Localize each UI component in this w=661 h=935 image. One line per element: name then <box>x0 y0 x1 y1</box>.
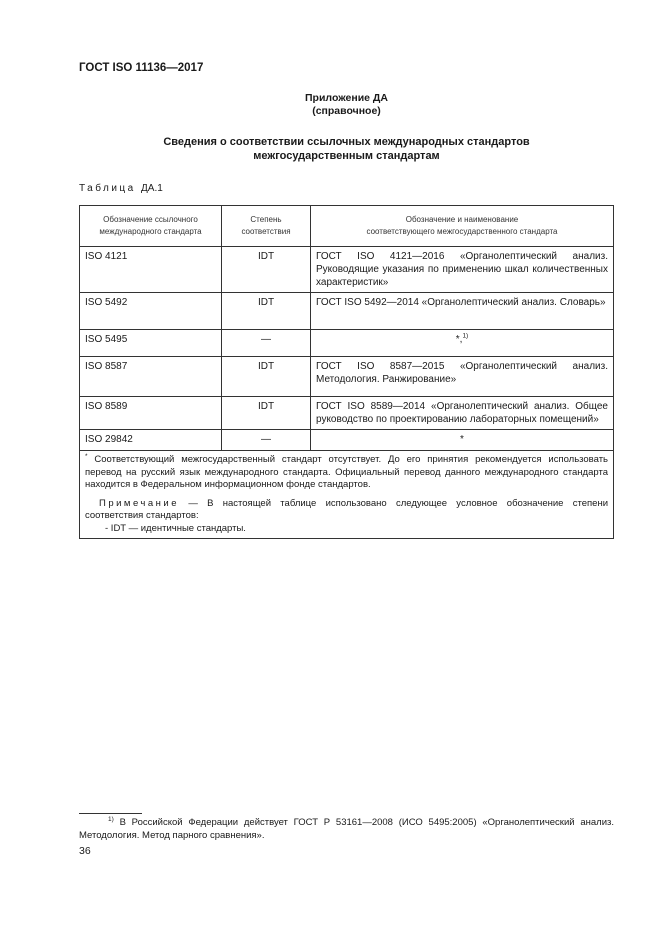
table-notes-row <box>80 451 614 539</box>
table-row <box>80 357 614 397</box>
note-label: Примечание <box>99 497 179 509</box>
cell-degree: IDT <box>222 293 311 330</box>
header-col1-line2: международного стандарта <box>99 227 202 236</box>
note-text: — В настоящей таблице использовано следующее условное обозначение степени соответствия стандартов: <box>85 497 608 521</box>
header-col1-line1: Обозначение ссылочного <box>103 215 198 224</box>
section-title-line1: Сведения о соответствии ссылочных международных стандартов <box>163 136 530 148</box>
table-row <box>80 397 614 430</box>
section-title-line2: межгосударственным стандартам <box>253 150 440 162</box>
footnote-ref-1: 1) <box>462 332 469 340</box>
page-number: 36 <box>79 845 91 857</box>
footnote-divider <box>79 813 142 814</box>
cell-code: ISO 5492 <box>80 293 222 330</box>
page-footnote <box>79 816 614 842</box>
cell-name: ГОСТ ISO 8587—2015 «Органолептический анализ. Методология. Ранжирование» <box>311 357 614 397</box>
header-col3-line1: Обозначение и наименование <box>405 215 519 224</box>
header-reference-standard <box>80 206 222 247</box>
appendix-subtitle: (справочное) <box>312 105 381 117</box>
cell-name: * <box>311 430 614 451</box>
header-degree <box>222 206 311 247</box>
table-row <box>80 293 614 330</box>
table-footnote <box>85 454 608 492</box>
table-notes <box>80 451 614 539</box>
appendix-title: Приложение ДА <box>305 92 388 104</box>
cell-code: ISO 8589 <box>80 397 222 430</box>
header-interstate-standard <box>311 206 614 247</box>
standards-table <box>79 205 614 539</box>
cell-degree: — <box>222 330 311 357</box>
note-item: - IDT — идентичные стандарты. <box>105 522 246 534</box>
page-footnote-mark: 1) <box>108 815 114 823</box>
header-col3-line2: соответствующего межгосударственного стандарта <box>366 227 558 236</box>
table-note <box>85 498 608 523</box>
table-caption <box>79 183 163 194</box>
section-title <box>79 135 614 163</box>
document-header: ГОСТ ISO 11136—2017 <box>79 62 204 74</box>
cell-code: ISO 5495 <box>80 330 222 357</box>
cell-name: ГОСТ ISO 4121—2016 «Органолептический анализ. Руководящие указания по применению шкал количественных характеристик» <box>311 247 614 293</box>
table-row <box>80 330 614 357</box>
table-row <box>80 247 614 293</box>
cell-name-star: *, <box>455 334 463 345</box>
header-col2-line2: соответствия <box>241 227 291 236</box>
table-header-row <box>80 206 614 247</box>
cell-degree: IDT <box>222 247 311 293</box>
cell-name: ГОСТ ISO 8589—2014 «Органолептический анализ. Общее руководство по проектированию лабораторных помещений» <box>311 397 614 430</box>
table-row <box>80 430 614 451</box>
table-footnote-mark: * <box>85 452 88 460</box>
cell-degree: IDT <box>222 397 311 430</box>
header-col2-line1: Степень <box>250 215 282 224</box>
cell-degree: — <box>222 430 311 451</box>
cell-degree: IDT <box>222 357 311 397</box>
cell-code: ISO 4121 <box>80 247 222 293</box>
table-footnote-text: Соответствующий межгосударственный стандарт отсутствует. До его принятия рекомендуется использовать перевод на русский язык международного стандарта. Официальный перевод данного международного стандарта находится в Федеральном информационном фонде стандартов. <box>85 454 609 490</box>
cell-name <box>311 330 614 357</box>
cell-code: ISO 8587 <box>80 357 222 397</box>
cell-name: ГОСТ ISO 5492—2014 «Органолептический анализ. Словарь» <box>311 293 614 330</box>
page-footnote-text: В Российской Федерации действует ГОСТ Р 53161—2008 (ИСО 5495:2005) «Органолептический анализ. Методология. Метод парного сравнения». <box>79 817 615 841</box>
table-caption-word: Таблица <box>79 183 136 194</box>
cell-code: ISO 29842 <box>80 430 222 451</box>
table-caption-number: ДА.1 <box>141 183 163 194</box>
